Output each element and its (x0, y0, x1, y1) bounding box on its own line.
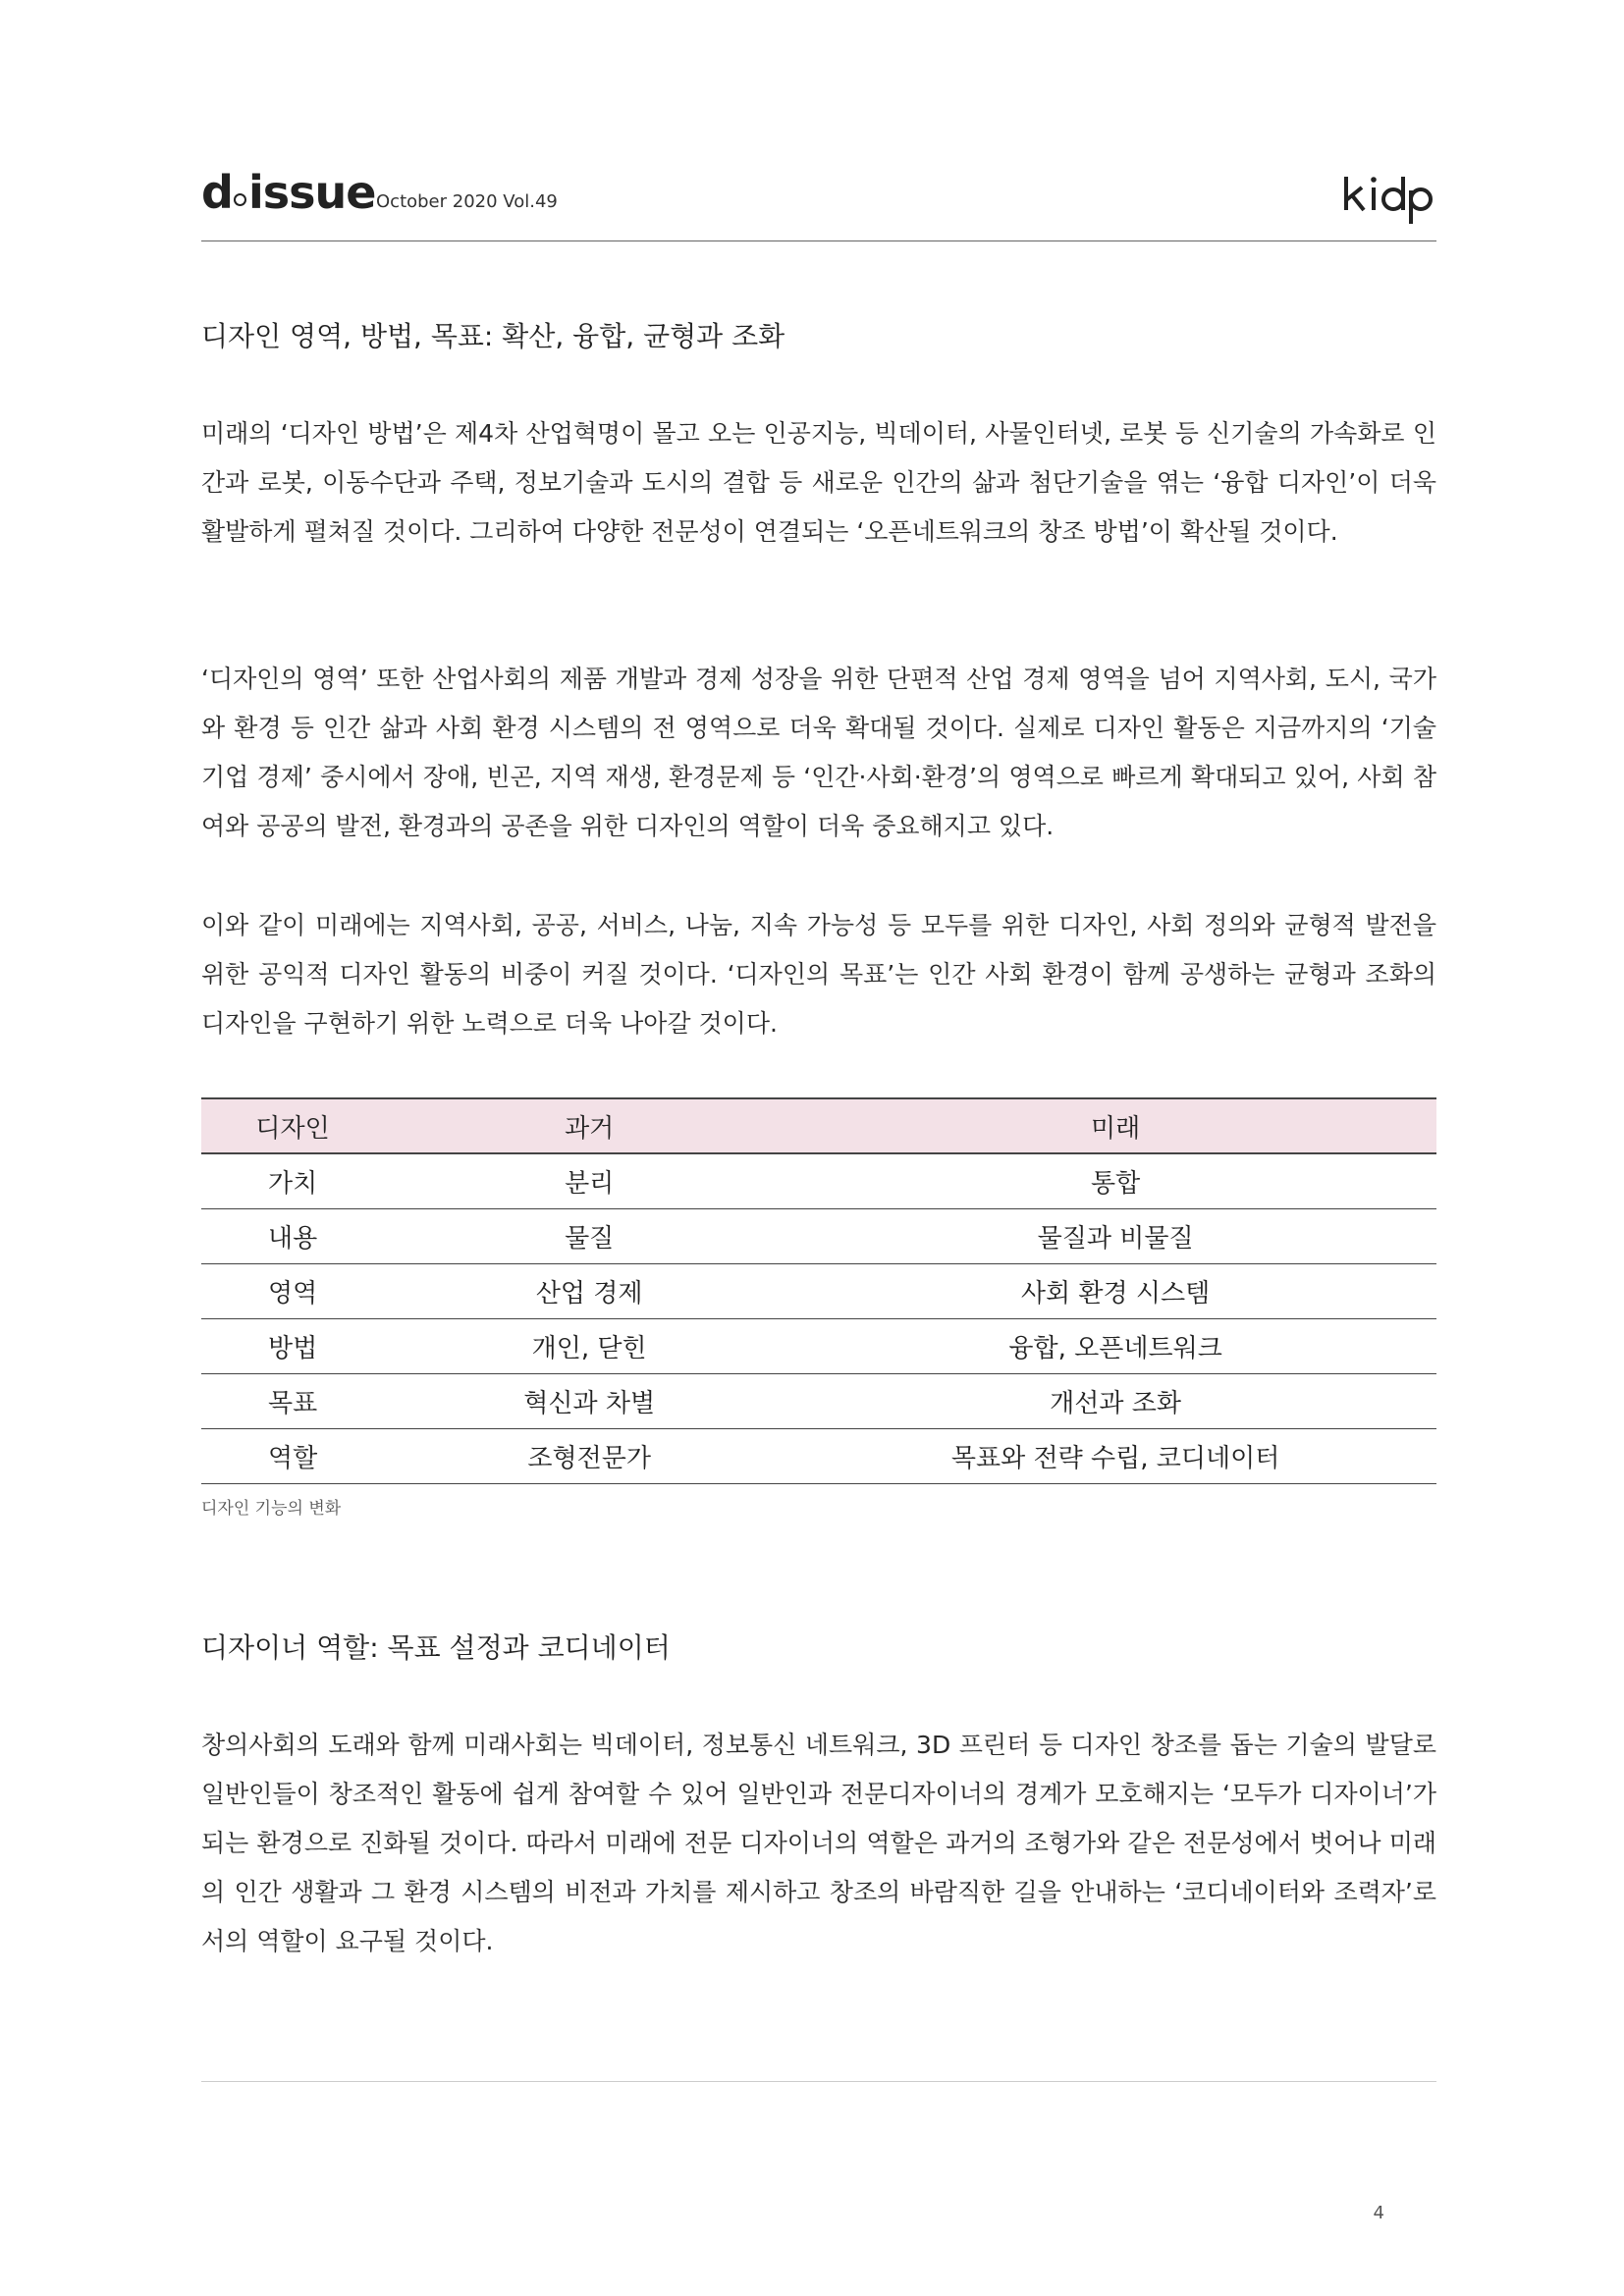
table-cell: 혁신과 차별 (384, 1374, 794, 1429)
section1-paragraph-2: ‘디자인의 영역’ 또한 산업사회의 제품 개발과 경제 성장을 위한 단편적 산업 경제 영역을 넘어 지역사회, 도시, 국가와 환경 등 인간 삶과 사회 환경 시스템의 전 영역으로 더욱 확대될 것이다. 실제로 디자인 활동은 지금까지의 ‘기술 기업 경제’ 중시에서 장애, 빈곤, 지역 재생, 환경문제 등 ‘인간·사회·환경’의 영역으로 빠르게 확대되고 있어, 사회 참여와 공공의 발전, 환경과의 공존을 위한 디자인의 역할이 더욱 중요해지고 있다. (201, 665, 1436, 840)
table-header-row (201, 1098, 1436, 1153)
kidp-logo (1342, 171, 1436, 226)
table-cell: 내용 (201, 1209, 384, 1264)
table-cell: 목표와 전략 수립, 코디네이터 (794, 1429, 1436, 1484)
table-cell: 조형전문가 (384, 1429, 794, 1484)
table-row (201, 1209, 1436, 1264)
section1-title: 디자인 영역, 방법, 목표: 확산, 융합, 균형과 조화 (201, 320, 785, 352)
table-cell: 융합, 오픈네트워크 (794, 1319, 1436, 1374)
brand-logo: d issue (201, 166, 376, 219)
page-header (201, 167, 1436, 241)
table-row (201, 1319, 1436, 1374)
table-cell: 가치 (201, 1153, 384, 1209)
table-cell: 산업 경제 (384, 1264, 794, 1319)
table-cell: 개선과 조화 (794, 1374, 1436, 1429)
table-cell: 방법 (201, 1319, 384, 1374)
issue-info: October 2020 Vol.49 (376, 191, 558, 212)
table-cell: 사회 환경 시스템 (794, 1264, 1436, 1319)
table-row (201, 1264, 1436, 1319)
table-cell: 물질 (384, 1209, 794, 1264)
table-header-design: 디자인 (201, 1098, 384, 1153)
table-cell: 통합 (794, 1153, 1436, 1209)
table-cell: 개인, 닫힌 (384, 1319, 794, 1374)
table-header-future: 미래 (794, 1098, 1436, 1153)
table-row (201, 1153, 1436, 1209)
footer-divider (201, 2081, 1436, 2082)
table-cell: 영역 (201, 1264, 384, 1319)
table-cell: 물질과 비물질 (794, 1209, 1436, 1264)
table-caption: 디자인 기능의 변화 (201, 1499, 342, 1519)
table-row (201, 1429, 1436, 1484)
section1-paragraph-3: 이와 같이 미래에는 지역사회, 공공, 서비스, 나눔, 지속 가능성 등 모두를 위한 디자인, 사회 정의와 균형적 발전을 위한 공익적 디자인 활동의 비중이 커질 것이다. ‘디자인의 목표’는 인간 사회 환경이 함께 공생하는 균형과 조화의 디자인을 구현하기 위한 노력으로 더욱 나아갈 것이다. (201, 911, 1436, 1038)
table-header-past: 과거 (384, 1098, 794, 1153)
table-cell: 역할 (201, 1429, 384, 1484)
table-row (201, 1374, 1436, 1429)
header-divider (201, 240, 1436, 241)
section1-paragraph-1: 미래의 ‘디자인 방법’은 제4차 산업혁명이 몰고 오는 인공지능, 빅데이터, 사물인터넷, 로봇 등 신기술의 가속화로 인간과 로봇, 이동수단과 주택, 정보기술과 도시의 결합 등 새로운 인간의 삶과 첨단기술을 엮는 ‘융합 디자인’이 더욱 활발하게 펼쳐질 것이다. 그리하여 다양한 전문성이 연결되는 ‘오픈네트워크의 창조 방법’이 확산될 것이다. (201, 419, 1436, 546)
section2-paragraph-1: 창의사회의 도래와 함께 미래사회는 빅데이터, 정보통신 네트워크, 3D 프린터 등 디자인 창조를 돕는 기술의 발달로 일반인들이 창조적인 활동에 쉽게 참여할 수 있어 일반인과 전문디자이너의 경계가 모호해지는 ‘모두가 디자이너’가 되는 환경으로 진화될 것이다. 따라서 미래에 전문 디자이너의 역할은 과거의 조형가와 같은 전문성에서 벗어나 미래의 인간 생활과 그 환경 시스템의 비전과 가치를 제시하고 창조의 바람직한 길을 안내하는 ‘코디네이터와 조력자’로서의 역할이 요구될 것이다. (201, 1731, 1436, 1955)
page-number: 4 (1373, 2203, 1384, 2223)
table-cell: 분리 (384, 1153, 794, 1209)
design-comparison-table (201, 1097, 1436, 1484)
table-cell: 목표 (201, 1374, 384, 1429)
section2-title: 디자이너 역할: 목표 설정과 코디네이터 (201, 1631, 671, 1664)
